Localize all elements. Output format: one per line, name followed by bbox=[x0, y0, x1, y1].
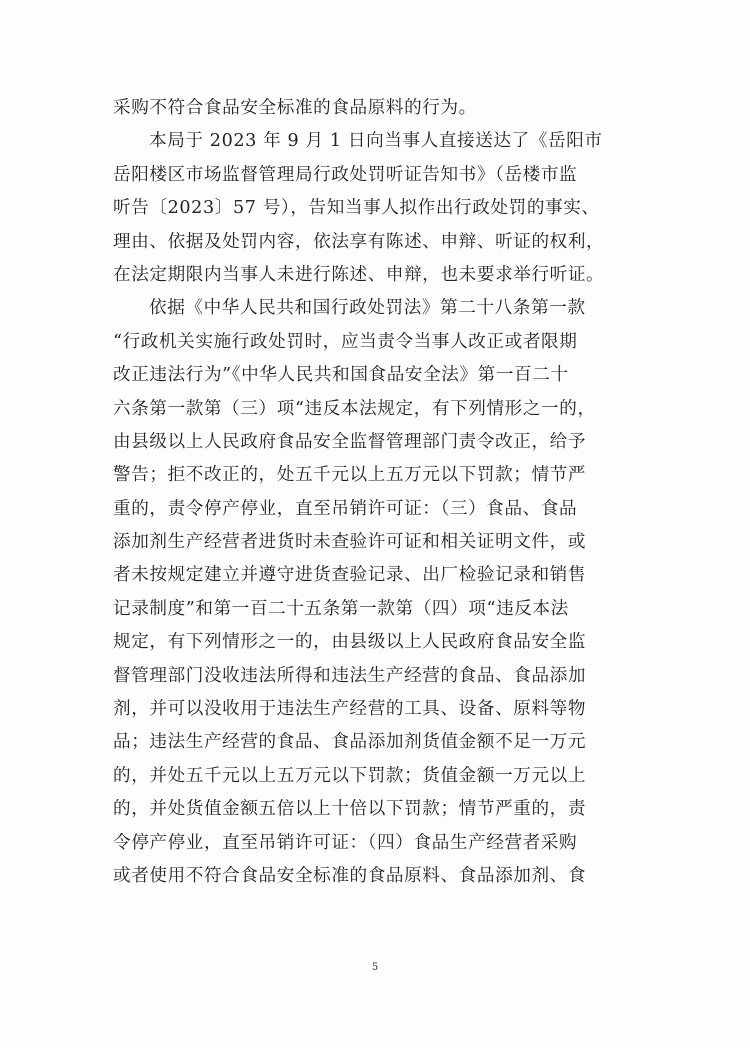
document-body bbox=[113, 92, 653, 893]
text-line: 六条第一款第（三）项“违反本法规定，有下列情形之一的， bbox=[113, 398, 596, 419]
text-line: 添加剂生产经营者进货时未查验许可证和相关证明文件，或 bbox=[113, 532, 587, 553]
text-line: 理由、依据及处罚内容，依法享有陈述、申辩、听证的权利， bbox=[113, 231, 605, 252]
text-line: 的，并处五千元以上五万元以下罚款；货值金额一万元以上 bbox=[113, 765, 587, 786]
text-line: 规定，有下列情形之一的，由县级以上人民政府食品安全监 bbox=[113, 632, 587, 653]
text-line: 岳阳楼区市场监督管理局行政处罚听证告知书》（岳楼市监 bbox=[113, 164, 578, 185]
text-line: 听告〔2023〕57 号），告知当事人拟作出行政处罚的事实、 bbox=[113, 198, 600, 219]
text-line: 令停产停业，直至吊销许可证：（四）食品生产经营者采购 bbox=[113, 832, 578, 853]
text-line: 的，并处货值金额五倍以上十倍以下罚款；情节严重的，责 bbox=[113, 799, 587, 820]
page-number: 5 bbox=[371, 962, 379, 973]
text-line: 由县级以上人民政府食品安全监督管理部门责令改正，给予 bbox=[113, 431, 587, 452]
text-line: 督管理部门没收违法所得和违法生产经营的食品、食品添加 bbox=[113, 665, 587, 686]
text-line: 记录制度”和第一百二十五条第一款第（四）项“违反本法 bbox=[113, 598, 569, 619]
text-line: 者未按规定建立并遵守进货查验记录、出厂检验记录和销售 bbox=[113, 565, 587, 586]
text-line: 警告；拒不改正的，处五千元以上五万元以下罚款；情节严 bbox=[113, 465, 587, 486]
text-line: 剂，并可以没收用于违法生产经营的工具、设备、原料等物 bbox=[113, 699, 587, 720]
text-line: 品；违法生产经营的食品、食品添加剂货值金额不足一万元 bbox=[113, 732, 587, 753]
text-line: 采购不符合食品安全标准的食品原料的行为。 bbox=[113, 98, 477, 118]
text-line: 或者使用不符合食品安全标准的食品原料、食品添加剂、食 bbox=[113, 865, 587, 886]
text-line: 改正违法行为”《中华人民共和国食品安全法》第一百二十 bbox=[113, 365, 569, 386]
text-line: 重的，责令停产停业，直至吊销许可证：（三）食品、食品 bbox=[113, 498, 578, 519]
text-line: “行政机关实施行政处罚时，应当责令当事人改正或者限期 bbox=[113, 331, 578, 352]
text-line: 在法定期限内当事人未进行陈述、申辩，也未要求举行听证。 bbox=[113, 264, 605, 285]
text-line: 本局于 2023 年 9 月 1 日向当事人直接送达了《岳阳市 bbox=[149, 131, 603, 152]
text-line: 依据《中华人民共和国行政处罚法》第二十八条第一款 bbox=[149, 298, 586, 319]
